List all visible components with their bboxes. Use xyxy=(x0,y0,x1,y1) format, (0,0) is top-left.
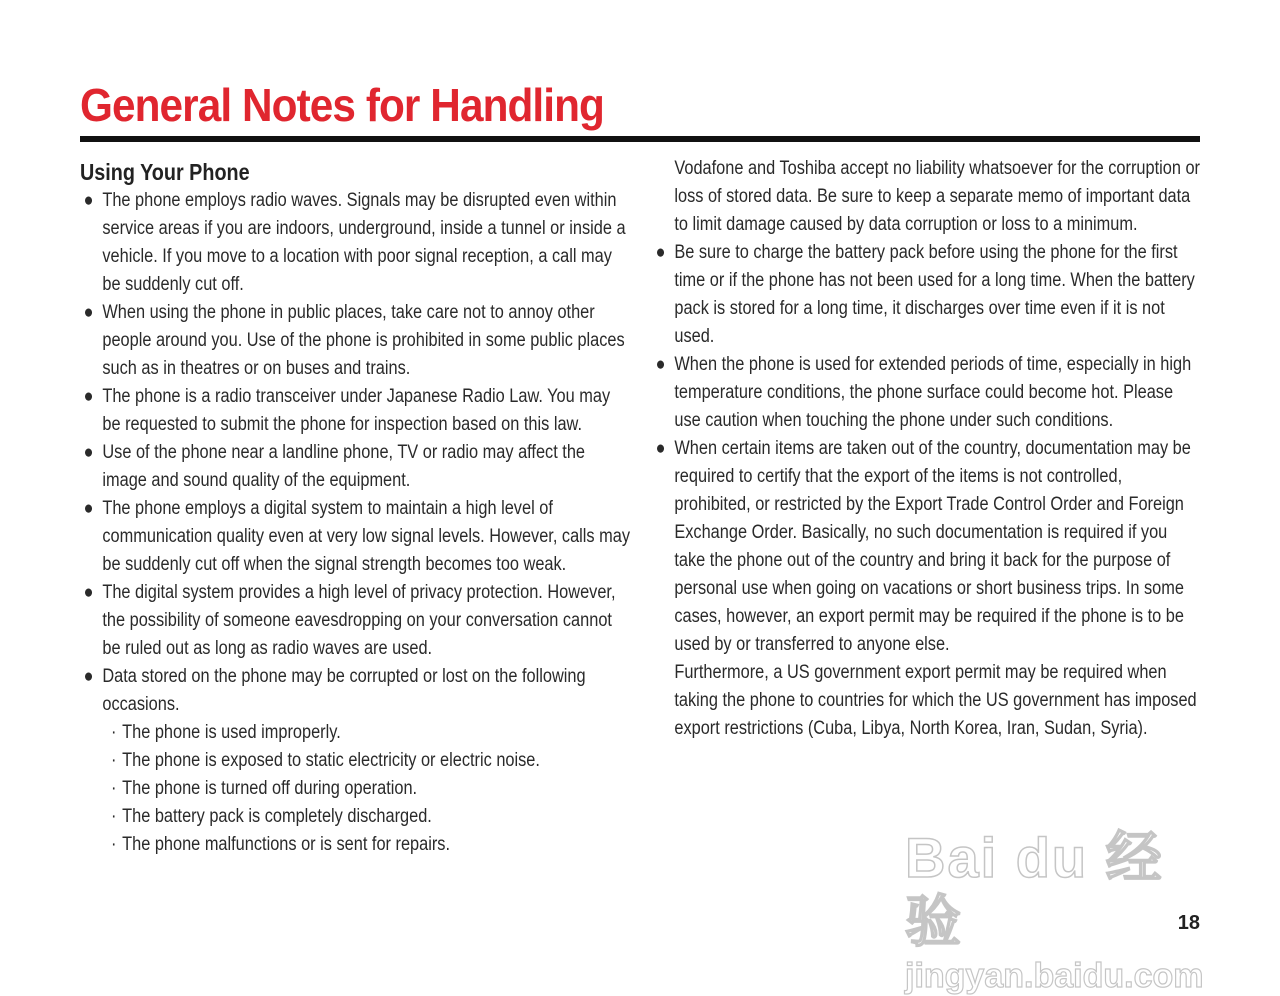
baidu-watermark xyxy=(905,826,1205,995)
list-item-text: The phone is a radio transceiver under Japanese Radio Law. You may be requested to submit the phone for inspection based on this law. xyxy=(102,386,611,435)
sub-list xyxy=(102,719,630,859)
left-column xyxy=(80,155,630,859)
bullet-icon: ● xyxy=(655,354,666,375)
bullet-icon: ● xyxy=(83,302,94,323)
bullet-icon: ● xyxy=(83,498,94,519)
list-item xyxy=(80,299,630,383)
list-item-text: Data stored on the phone may be corrupted or lost on the following occasions. xyxy=(102,666,586,715)
sub-bullet-icon: · xyxy=(110,834,117,855)
list-item-text: The phone employs radio waves. Signals may be disrupted even within service areas if you are indoors, underground, inside a tunnel or inside a vehicle. If you move to a location with poor signal reception, a call may be suddenly cut off. xyxy=(102,190,626,295)
list-item-text: When using the phone in public places, take care not to annoy other people around you. Use of the phone is prohibited in some public places such as in theatres or on buses and trains. xyxy=(102,302,625,379)
export-paragraph: Furthermore, a US government export permit may be required when taking the phone to countries for which the US government has imposed export restrictions (Cuba, Libya, North Korea, Iran, Sudan, Syria). xyxy=(674,662,1197,739)
list-item-text: When the phone is used for extended periods of time, especially in high temperature conditions, the phone surface could become hot. Please use caution when touching the phone under such conditions. xyxy=(674,354,1192,431)
bullet-icon: ● xyxy=(655,438,666,459)
watermark-url: jingyan.baidu.com xyxy=(905,957,1204,995)
sub-list-item xyxy=(111,719,630,747)
sub-bullet-icon: · xyxy=(110,722,117,743)
sub-bullet-icon: · xyxy=(110,778,117,799)
list-item-text: The digital system provides a high level of privacy protection. However, the possibility of someone eavesdropping on your conversation cannot be ruled out as long as radio waves are used. xyxy=(102,582,616,659)
list-item xyxy=(80,383,630,439)
bullet-icon: ● xyxy=(655,242,666,263)
list-item xyxy=(80,495,630,579)
page-number: 18 xyxy=(1177,912,1200,934)
page-title: General Notes for Handling xyxy=(80,79,604,131)
watermark-logo: Bai du 经验 xyxy=(905,826,1164,953)
title-divider xyxy=(80,136,1200,142)
bullet-icon: ● xyxy=(83,582,94,603)
sub-list-item xyxy=(111,747,630,775)
list-item xyxy=(80,439,630,495)
list-item-text: When certain items are taken out of the country, documentation may be required to certify that the export of the items is not controlled, prohibited, or restricted by the Export Trade Control Order and Foreign Exchange Order. Basically, no such documentation is required if you take the phone out of the country and bring it back for the purpose of personal use when going on vacations or short business trips. In some cases, however, an export permit may be required if the phone is to be used by or transferred to anyone else. xyxy=(674,438,1191,655)
list-item-text: Use of the phone near a landline phone, TV or radio may affect the image and sound quality of the equipment. xyxy=(102,442,586,491)
list-item xyxy=(80,579,630,663)
list-item xyxy=(652,239,1202,351)
bullet-icon: ● xyxy=(83,666,94,687)
bullet-icon: ● xyxy=(83,442,94,463)
list-item-text: The phone employs a digital system to maintain a high level of communication quality even at very low signal levels. However, calls may be suddenly cut off when the signal strength becomes too weak. xyxy=(102,498,631,575)
sub-list-item-text: The battery pack is completely discharged. xyxy=(122,806,432,827)
sub-list-item xyxy=(111,803,630,831)
sub-bullet-icon: · xyxy=(110,750,117,771)
bullet-icon: ● xyxy=(83,386,94,407)
section-heading: Using Your Phone xyxy=(80,159,250,185)
bullet-list xyxy=(80,187,630,859)
sub-list-item xyxy=(111,831,630,859)
bullet-list xyxy=(652,239,1202,659)
list-item xyxy=(652,435,1202,659)
sub-bullet-icon: · xyxy=(110,806,117,827)
sub-list-item-text: The phone malfunctions or is sent for repairs. xyxy=(122,834,451,855)
continuation-paragraph: Vodafone and Toshiba accept no liability whatsoever for the corruption or loss of stored data. Be sure to keep a separate memo of important data to limit damage caused by data corruption or loss to a minimum. xyxy=(674,158,1200,235)
list-item xyxy=(80,663,630,859)
sub-list-item-text: The phone is used improperly. xyxy=(122,722,341,743)
list-item-text: Be sure to charge the battery pack before using the phone for the first time or if the phone has not been used for a long time. When the battery pack is stored for a long time, it discharges over time even if it is not used. xyxy=(674,242,1195,347)
sub-list-item xyxy=(111,775,630,803)
list-item xyxy=(80,187,630,299)
bullet-icon: ● xyxy=(83,190,94,211)
sub-list-item-text: The phone is exposed to static electricity or electric noise. xyxy=(122,750,540,771)
sub-list-item-text: The phone is turned off during operation. xyxy=(122,778,418,799)
list-item xyxy=(652,351,1202,435)
right-column xyxy=(652,155,1202,743)
